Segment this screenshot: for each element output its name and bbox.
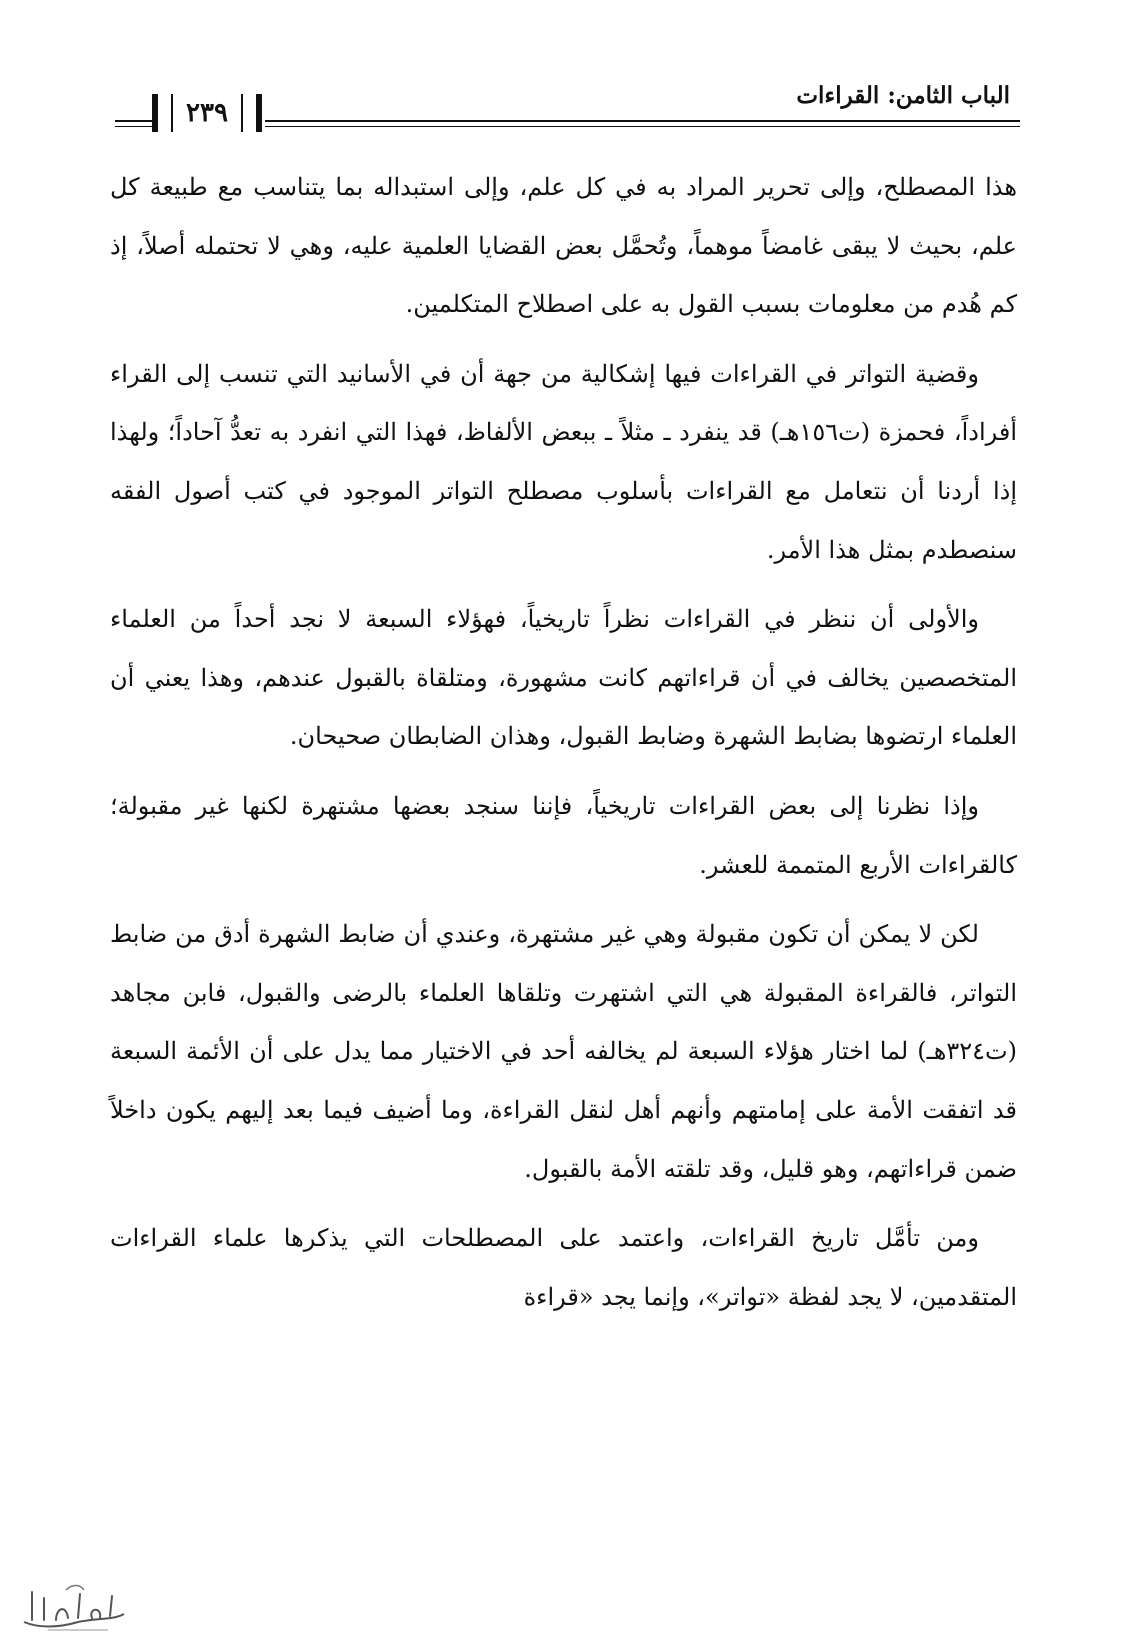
header-rule-thick [265, 120, 1020, 122]
page-number: ٢٣٩ [186, 98, 228, 128]
paragraph: والأولى أن ننظر في القراءات نظراً تاريخياً، فهؤلاء السبعة لا نجد أحداً من العلماء المتخصصين يخالف في أن قراءاتهم كانت مشهورة، ومتلقاة بالقبول عندهم، وهذا يعني أن العلماء ارتضوها بضابط الشهرة وضابط القبول، وهذان الضابطان صحيحان. [110, 605, 1017, 751]
paragraph: هذا المصطلح، وإلى تحرير المراد به في كل علم، وإلى استبداله بما يتناسب مع طبيعة كل علم، بحيث لا يبقى غامضاً موهماً، وتُحمَّل بعض القضايا العلمية عليه، وهي لا تحتمله أصلاً، إذ كم هُدم من معلومات بسبب القول به على اصطلاح المتكلمين. [110, 173, 1017, 319]
header-rule-left-thick [115, 120, 153, 122]
body-text [110, 158, 1017, 1337]
page-number-bar-left-thin [171, 94, 173, 132]
publisher-logo [18, 1578, 130, 1636]
paragraph: وإذا نظرنا إلى بعض القراءات تاريخياً، فإننا سنجد بعضها مشتهرة لكنها غير مقبولة؛ كالقراءات الأربع المتممة للعشر. [110, 791, 1017, 879]
paragraph: وقضية التواتر في القراءات فيها إشكالية من جهة أن في الأسانيد التي تنسب إلى القراء أفراداً، فحمزة (ت١٥٦هـ) قد ينفرد ـ مثلاً ـ ببعض الألفاظ، فهذا التي انفرد به تعدُّ آحاداً؛ ولهذا إذا أردنا أن نتعامل مع القراءات بأسلوب مصطلح التواتر الموجود في كتب أصول الفقه سنصطدم بمثل هذا الأمر. [110, 359, 1018, 564]
page-number-box [152, 94, 262, 132]
paragraph: ومن تأمَّل تاريخ القراءات، واعتمد على المصطلحات التي يذكرها علماء القراءات المتقدمين، لا يجد لفظة «تواتر»، وإنما يجد «قراءة [110, 1224, 1017, 1311]
page-number-bar-right [256, 94, 262, 132]
header-rule-thin [265, 126, 1020, 127]
header-rule-left-thin [115, 126, 153, 127]
page-number-bar-left [152, 94, 158, 132]
paragraph: لكن لا يمكن أن تكون مقبولة وهي غير مشتهرة، وعندي أن ضابط الشهرة أدق من ضابط التواتر، فالقراءة المقبولة هي التي اشتهرت وتلقاها العلماء بالرضى والقبول، فابن مجاهد (ت٣٢٤هـ) لما اختار هؤلاء السبعة لم يخالفه أحد في الاختيار مما يدل على أن الأئمة السبعة قد اتفقت الأمة على إمامتهم وأنهم أهل لنقل القراءة، وما أضيف فيما بعد إليهم يكون داخلاً ضمن قراءاتهم، وهو قليل، وقد تلقته الأمة بالقبول. [110, 920, 1017, 1183]
running-head: الباب الثامن: القراءات [796, 82, 1010, 109]
page-number-bar-right-thin [241, 94, 243, 132]
